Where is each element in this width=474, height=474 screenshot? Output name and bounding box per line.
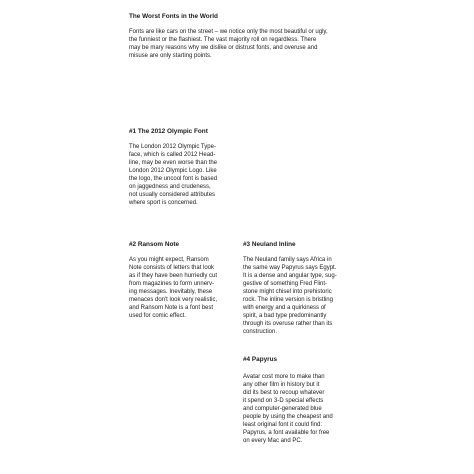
- description-line: with energy and a quirkiness of: [243, 305, 326, 311]
- description-line: any other film in history but it: [243, 382, 320, 388]
- description-line: and computer-generated blue: [243, 406, 322, 412]
- intro-line: the funniest or the flashiest. The vast majority roll on regardless. There: [129, 37, 317, 43]
- description-line: used for comic effect.: [129, 313, 186, 319]
- description-line: on every Mac and PC.: [243, 438, 303, 444]
- description-line: the logo, the uncool font is based: [129, 176, 218, 182]
- description-line: it spend on 3-D special effects: [243, 398, 324, 404]
- description-line: line, may be even worse than the: [129, 160, 218, 166]
- description-line: the same way Papyrus says Egypt.: [243, 265, 337, 271]
- font-4-heading: #4 Papyrus: [243, 356, 278, 363]
- description-line: Papyrus, a font available for free: [243, 430, 330, 436]
- description-line: menaces don't look very realistic,: [129, 297, 218, 303]
- description-line: Note consists of letters that look: [129, 265, 215, 271]
- description-line: on jaggedness and crudeness,: [129, 184, 211, 190]
- description-line: It is a dense and angular type, sug-: [243, 273, 337, 279]
- description-line: Avatar cost more to make than: [243, 374, 325, 380]
- description-line: stone might chisel into prehistoric: [243, 289, 332, 295]
- font-3-description: [243, 256, 337, 336]
- description-line: ing messages. Inevitably, these: [129, 289, 213, 295]
- description-line: as if they have been hurriedly cut: [129, 273, 218, 279]
- description-line: The London 2012 Olympic Type-: [129, 144, 216, 150]
- description-line: construction.: [243, 329, 278, 335]
- font-2-heading: #2 Ransom Note: [129, 241, 180, 248]
- description-line: from magazines to form unnerv-: [129, 281, 215, 287]
- description-line: As you might expect, Ransom: [129, 257, 209, 263]
- description-line: and Ransom Note is a font best: [129, 305, 214, 311]
- description-line: gestive of something Fred Flint-: [243, 281, 328, 287]
- description-line: through its overuse rather than its: [243, 321, 333, 327]
- font-3-heading: #3 Neuland Inline: [243, 241, 296, 248]
- description-line: where sport is concerned.: [129, 200, 198, 206]
- font-1-heading: #1 The 2012 Olympic Font: [129, 128, 208, 135]
- font-1-description: [129, 143, 217, 207]
- description-line: spirit, a bad type predominantly: [243, 313, 327, 319]
- intro-paragraph: [129, 28, 328, 60]
- description-line: not usually considered attributes: [129, 192, 216, 198]
- intro-line: Fonts are like cars on the street – we notice only the most beautiful or ugly,: [129, 29, 328, 35]
- description-line: face, which is called 2012 Head-: [129, 152, 216, 158]
- article-title: The Worst Fonts in the World: [129, 13, 218, 20]
- description-line: did its best to recoup whatever: [243, 390, 325, 396]
- font-2-description: [129, 256, 217, 320]
- description-line: London 2012 Olympic Logo. Like: [129, 168, 217, 174]
- description-line: The Neuland family says Africa in: [243, 257, 332, 263]
- description-line: least original font it could find:: [243, 422, 323, 428]
- intro-line: misuse are only starting points.: [129, 53, 212, 59]
- description-line: people by using the cheapest and: [243, 414, 333, 420]
- intro-line: may be mary reasons why we dislike or distrust fonts, and overuse and: [129, 45, 318, 51]
- description-line: rock. The inline version is bristling: [243, 297, 333, 303]
- font-4-description: [243, 373, 333, 445]
